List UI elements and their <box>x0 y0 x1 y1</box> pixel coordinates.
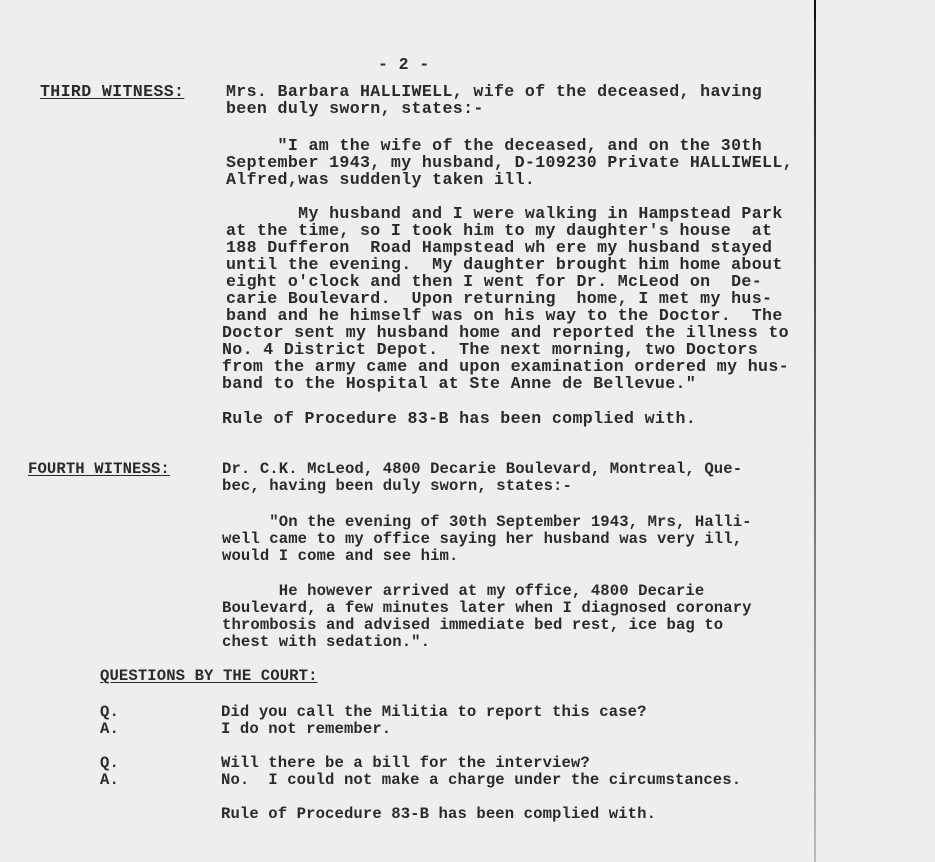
page-number: - 2 - <box>378 55 430 74</box>
third-witness-statement-line: Doctor sent my husband home and reported the illness to <box>222 323 789 342</box>
question-text: Did you call the Militia to report this case? <box>221 703 647 721</box>
third-witness-statement-line: carie Boulevard. Upon returning home, I met my hus- <box>226 289 773 308</box>
third-witness-intro-line: Mrs. Barbara HALLIWELL, wife of the deceased, having <box>226 82 763 101</box>
fourth-witness-statement-line: well came to my office saying her husband was very ill, <box>222 530 743 548</box>
fourth-witness-statement-line: thrombosis and advised immediate bed rest, ice bag to <box>222 616 724 634</box>
answer-text: I do not remember. <box>221 720 392 738</box>
third-witness-statement-line: band to the Hospital at Ste Anne de Bellevue." <box>222 374 697 393</box>
fourth-witness-statement-line: Boulevard, a few minutes later when I diagnosed coronary <box>222 599 752 617</box>
questions-compliance: Rule of Procedure 83-B has been complied with. <box>221 805 657 823</box>
third-witness-statement-line: at the time, so I took him to my daughter's house at <box>226 221 773 240</box>
third-witness-statement-line: from the army came and upon examination ordered my hus- <box>222 357 789 376</box>
adjacent-page-margin <box>816 0 935 862</box>
third-witness-statement-line: September 1943, my husband, D-109230 Private HALLIWELL, <box>226 153 793 172</box>
fourth-witness-statement-line: He however arrived at my office, 4800 Decarie <box>222 582 705 600</box>
third-witness-label: THIRD WITNESS: <box>40 82 185 101</box>
answer-text: No. I could not make a charge under the circumstances. <box>221 771 742 789</box>
answer-label: A. <box>100 771 119 789</box>
answer-label: A. <box>100 720 119 738</box>
third-witness-statement-line: band and he himself was on his way to the Doctor. The <box>226 306 783 325</box>
fourth-witness-statement-line: "On the evening of 30th September 1943, Mrs, Halli- <box>222 513 752 531</box>
third-witness-statement-line: "I am the wife of the deceased, and on the 30th <box>226 136 763 155</box>
third-witness-statement-line: eight o'clock and then I went for Dr. McLeod on De- <box>226 272 763 291</box>
fourth-witness-statement-line: would I come and see him. <box>222 547 459 565</box>
question-text: Will there be a bill for the interview? <box>221 754 590 772</box>
question-label: Q. <box>100 754 119 772</box>
question-label: Q. <box>100 703 119 721</box>
fourth-witness-intro-line: Dr. C.K. McLeod, 4800 Decarie Boulevard, Montreal, Que- <box>222 460 743 478</box>
fourth-witness-statement-line: chest with sedation.". <box>222 633 431 651</box>
third-witness-statement-line: Alfred,was suddenly taken ill. <box>226 170 536 189</box>
third-witness-statement-line: until the evening. My daughter brought him home about <box>226 255 783 274</box>
third-witness-statement-line: 188 Dufferon Road Hampstead wh ere my husband stayed <box>226 238 773 257</box>
fourth-witness-label: FOURTH WITNESS: <box>28 460 170 478</box>
third-witness-compliance: Rule of Procedure 83-B has been complied with. <box>222 409 697 428</box>
fourth-witness-intro-line: bec, having been duly sworn, states:- <box>222 477 572 495</box>
questions-heading: QUESTIONS BY THE COURT: <box>100 667 318 685</box>
third-witness-statement-line: No. 4 District Depot. The next morning, two Doctors <box>222 340 759 359</box>
third-witness-statement-line: My husband and I were walking in Hampstead Park <box>226 204 783 223</box>
third-witness-intro-line: been duly sworn, states:- <box>226 99 484 118</box>
